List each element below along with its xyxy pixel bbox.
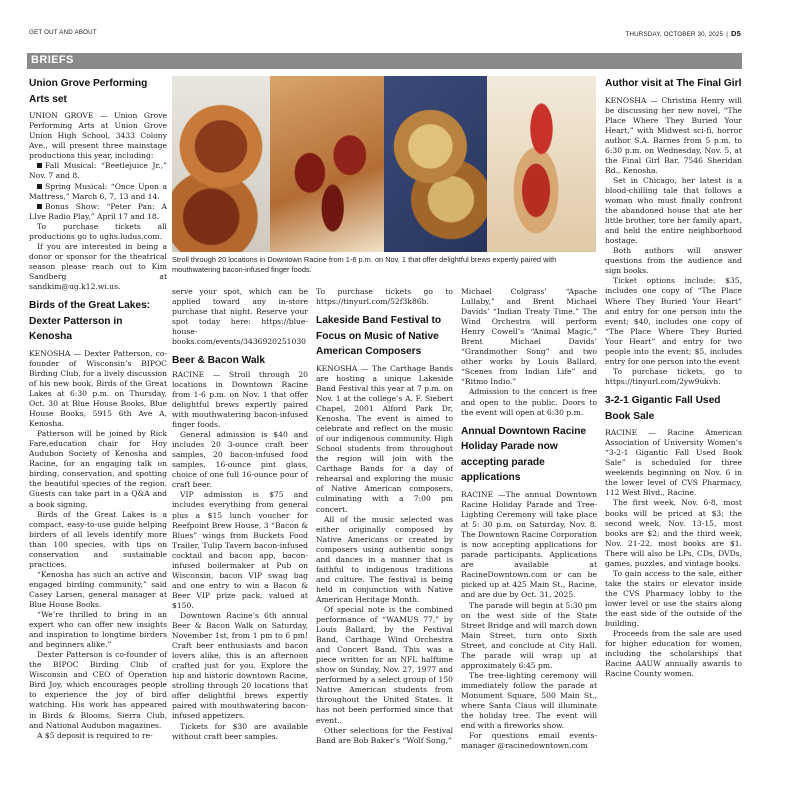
photo-caption: Stroll through 20 locations in Downtown Racine from 1-6 p.m. on Nov. 1 that offer delightful brews expertly paired with mouthwatering bacon-infused finger foods. bbox=[172, 255, 557, 274]
paragraph: RACINE —The annual Downtown Racine Holiday Parade and Tree-Lighting Ceremony will take place at 5: 30 p.m. on Saturday, Nov. 8. The Downtown Racine Corporation is now accepting applications for parade participants. Applications are available at RacineDowntown.com or can be picked up at 425 Main St., Racine, and are due by Oct. 31, 2025. bbox=[461, 489, 597, 600]
paragraph: Dexter Patterson is co-founder of the BIPOC Birding Club of Wisconsin and CEO of Operation Bird Joy, which encourages people to experience the joy of bird watching. His work has appeared in Birds & Blooms, Sierra Club, and National Audubon magazines. bbox=[29, 650, 167, 730]
headline-holiday-parade: Annual Downtown Racine Holiday Parade now accepting parade applications bbox=[461, 425, 587, 484]
paragraph: “We’re thrilled to bring in an expert who can offer new insights and inspiration to longtime birders and beginners alike.” bbox=[29, 610, 167, 650]
paragraph: Ticket options include: $35, includes one copy of “The Place Where They Buried Your Heart” and entry for one person into the event; $40, includes one copy of “The Place Where They Buried Your Heart” and entry for two people into the event; $5, includes entry for one person into the event bbox=[605, 276, 742, 366]
photo-bacon-crostini bbox=[487, 76, 596, 252]
bullet-square-icon bbox=[37, 184, 42, 189]
headline-birds-great-lakes: Birds of the Great Lakes: Dexter Patterson in Kenosha bbox=[29, 300, 151, 343]
paragraph: The parade will begin at 5:30 pm on the west side of the State Street Bridge and will march down Main Street, turn onto Sixth Street, and conclude at City Hall. The parade will wrap up at approximately 6:45 pm. bbox=[461, 600, 597, 670]
headline-author-visit: Author visit at The Final Girl bbox=[605, 78, 742, 89]
column-5 bbox=[605, 76, 742, 679]
headline-union-grove: Union Grove Performing Arts set bbox=[29, 78, 148, 105]
issue-date: THURSDAY, OCTOBER 30, 2025 bbox=[625, 31, 724, 38]
paragraph: Of special note is the combined performance of “WAMUS 77,” by Louis Ballard, by the Festival Band, Carthage Wind Orchestra and Concert Band. This was a piece written for an NFL halftime show on Sunday, Nov. 27, 1977 and performed by a select group of 150 Native American students from throughout the United States. It has not been performed since that event.. bbox=[316, 605, 453, 725]
paragraph: Birds of the Great Lakes is a compact, easy-to-use guide helping birders of all levels identify more than 100 species, with tips on conservation and sustainable practices. bbox=[29, 509, 167, 569]
running-head bbox=[29, 28, 741, 40]
paragraph: KENOSHA — The Carthage Bands are hosting a unique Lakeside Band Festival this year at 7 p.m. on Nov. 1 at the college’s A. F. Siebert Chapel, 2001 Alford Park Dr, Kenosha. The event is aimed to celebrate and reflect on the music of our indigenous community. High School students from throughout the region will join with the Carthage Bands for a day of rehearsal and exploring the music of Native American composers, culminating with a 7:00 pm concert. bbox=[316, 363, 453, 514]
paragraph: Both authors will answer questions from the audience and sign books. bbox=[605, 246, 742, 276]
column-4 bbox=[461, 287, 597, 751]
column-2 bbox=[172, 287, 308, 742]
column-3 bbox=[316, 287, 453, 746]
paragraph: VIP admission is $75 and includes everything from general plus a $15 lunch voucher for Reefpoint Brew House, 3 “Bacon & Blues” wings from Buckets Food Trailer, Tulip Tavern bacon-infused cocktail and bacon app, bacon-infused boilermaker at Pub on Wisconsin, bacon VIP swag bag and one entry to win a Bacon & Beer VIP prize pack, valued at $150. bbox=[172, 490, 308, 610]
paragraph: A $5 deposit is required to re- bbox=[37, 730, 153, 740]
paragraph: If you are interested in being a donor or sponsor for the theatrical season please reach out to Kim Sandberg at sandkim@ug.k12.wi.us. bbox=[29, 241, 167, 291]
bullet-item: Fall Musical: “Beetlejuice Jr.,” Nov. 7 and 8. bbox=[29, 161, 167, 181]
paragraph: To gain access to the sale, either take the stairs or elevator inside the CVS Pharmacy lobby to the lower level or use the stairs along the east side of the outside of the building. bbox=[605, 568, 742, 629]
headline-lakeside-band-festival: Lakeside Band Festival to Focus on Music of Native American Composers bbox=[316, 315, 442, 358]
paragraph: To purchase tickets go to https://tinyurl.com/52f3k86b. bbox=[316, 287, 453, 307]
paragraph: KENOSHA — Christina Henry will be discussing her new novel, “The Place Where They Buried Your Heart,” with Midwest sci-fi, horror author S.A. Barnes from 5 p.m. to 6:30 p.m. on Wednesday, Nov. 5, at the Final Girl Bar, 7546 Sheridan Rd., Kenosha. bbox=[605, 95, 742, 175]
paragraph: Proceeds from the sale are used for higher education for women, including the scholarships that Racine AAUW annually awards to Racine County women. bbox=[605, 629, 742, 679]
headline-beer-bacon-walk: Beer & Bacon Walk bbox=[172, 355, 266, 367]
section-name: GET OUT AND ABOUT bbox=[29, 29, 97, 36]
paragraph: Set in Chicago, her latest is a blood-chilling tale that follows a woman who must finally confront the abandoned house that ate her little brother, tore her family apart, and held the entire neighborhood hostage. bbox=[605, 175, 742, 246]
paragraph: General admission is $40 and includes 20 3-ounce craft beer samples, 20 bacon-infused food samples, 16-ounce pint glass, choice of one full 16-ounce pour of craft beer. bbox=[172, 430, 308, 490]
paragraph: Admission to the concert is free and open to the public. Doors to the event will open at 6:30 p.m. bbox=[461, 387, 597, 417]
paragraph: “Kenosha has such an active and engaged birding community,” said Casey Larsen, general manager at Blue House Books. bbox=[29, 569, 167, 609]
paragraph: RACINE — Stroll through 20 locations in Downtown Racine from 1-6 p.m. on Nov. 1 that offer delightful brews expertly paired with mouthwatering bacon-infused finger foods. bbox=[172, 369, 308, 430]
paragraph: Tickets for $30 are available without craft beer samples. bbox=[172, 721, 308, 741]
paragraph: All of the music selected was either originally composed by Native Americans or created by composers using authentic songs and dances in a manner that is faithful to indigenous traditions and culture. The festival is being held in conjunction with Native American Heritage Month. bbox=[316, 514, 453, 604]
section-title: BRIEFS bbox=[31, 54, 74, 66]
paragraph: The tree-lighting ceremony will immediately follow the parade at Monument Square, 500 Main St., where Santa Claus will illuminate the holiday tree. The event will end with a fireworks show. bbox=[461, 670, 597, 731]
paragraph: Other selections for the Festival Band are Bob Baker’s “Wolf Song,” bbox=[316, 725, 453, 745]
bullet-square-icon bbox=[37, 163, 42, 168]
paragraph: Patterson will be joined by Rick Fare,education chair for Hoy Audubon Society of Kenosha and Racine, for an engaging talk on birding, conservation, and spotting the beautiful species of the region. Guests can take part in a Q&A and a book signing. bbox=[29, 429, 167, 509]
photo-bacon-appetizers bbox=[384, 76, 487, 252]
paragraph: Michael Colgrass’ “Apache Lullaby,” and Brent Michael Davids’ “Indian Treaty Time.” The Wind Orchestra will perform Henry Cowell’s “Animal Magic,” Brent Michael Davids’ “Grandmother Song” and two other works by Louis Ballard, “Scenes from Indian Life” and “Ritmo Indio.” bbox=[461, 287, 597, 387]
paragraph: To purchase tickets all productions go to ughs.ludus.com. bbox=[29, 221, 167, 241]
page-number: D5 bbox=[731, 29, 741, 38]
paragraph: Downtown Racine’s 6th annual Beer & Bacon Walk on Saturday, November 1st, from 1 pm to 6 pm! Craft beer enthusiasts and bacon lovers alike, this is an afternoon crafted just for you. Explore the hip and historic downtown Racine, strolling through 20 locations that offer delightful brews expertly paired with mouthwatering bacon-infused appetizers. bbox=[172, 611, 308, 721]
column-1 bbox=[29, 76, 167, 741]
paragraph: UNION GROVE — Union Grove Performing Arts at Union Grove Union High School, 3433 Colony Ave., will present three mainstage productions this year, including: bbox=[29, 111, 167, 161]
paragraph: To purchase tickets, go to https://tinyurl.com/2yw9ukvh. bbox=[605, 366, 742, 386]
paragraph: RACINE — Racine American Association of University Women’s “3-2-1 Gigantic Fall Used Book Sale” is scheduled for three weekends beginning on Nov. 6 in the lower level of CVS Pharmacy, 112 West Blvd., Racine. bbox=[605, 428, 742, 498]
paragraph: For questions email events-manager @racinedowntown.com bbox=[461, 731, 597, 751]
photo-stuffed-mushrooms bbox=[172, 76, 270, 252]
page-info: THURSDAY, OCTOBER 30, 2025 | D5 bbox=[625, 29, 741, 38]
food-photo-collage bbox=[172, 76, 596, 252]
bullet-item: Bonus Show: “Peter Pan: A LIve Radio Play,” April 17 and 18. bbox=[29, 201, 167, 221]
bullet-square-icon bbox=[37, 204, 42, 209]
photo-bacon-bites bbox=[270, 76, 384, 252]
bullet-item: Spring Musical: “Once Upon a Mattress,” March 6, 7, 13 and 14. bbox=[29, 181, 167, 201]
headline-used-book-sale: 3-2-1 Gigantic Fall Used Book Sale bbox=[605, 394, 721, 422]
paragraph: The first week, Nov. 6-8, most books will be priced at $3; the second week, Nov. 13-15, most books are $2; and the third week, Nov. 21-22, most books are $1. There will also be LPs, CDs, DVDs, games, puzzles, and vintage books. bbox=[605, 498, 742, 568]
paragraph: KENOSHA — Dexter Patterson, co-founder of Wisconsin’s BIPOC Birding Club, for a lively discussion of his new book, Birds of the Great Lakes at 6:30 p.m. on Thursday, Oct. 30 at Blue House Books, Blue House Books, 5915 6th Ave A, Kenosha. bbox=[29, 348, 167, 429]
section-banner bbox=[27, 53, 742, 69]
paragraph: serve your spot, which can be applied toward any in-store purchase that night. Reserve your spot today here: https://blue-house-books.com/events/3436920251030 bbox=[172, 287, 308, 347]
